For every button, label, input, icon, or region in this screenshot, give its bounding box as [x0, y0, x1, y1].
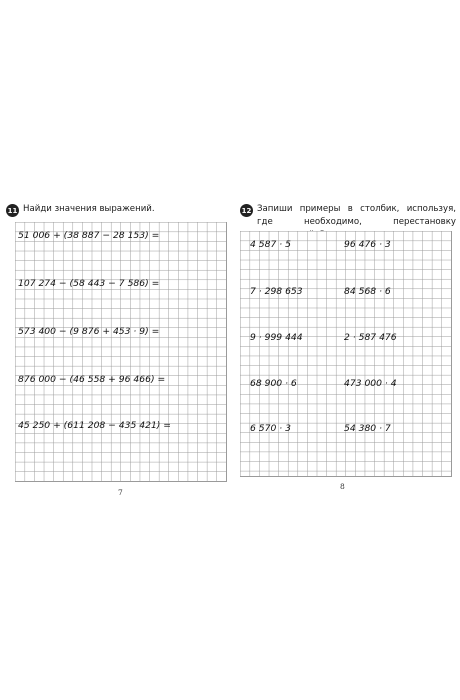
- page-number: 7: [118, 488, 123, 497]
- expression-2: 107 274 − (58 443 − 7 586) =: [18, 278, 160, 289]
- grid-workspace[interactable]: [15, 222, 227, 482]
- expression-4: 876 000 − (46 558 + 96 466) =: [18, 374, 166, 385]
- example-col1-3: 9 · 999 444: [250, 332, 303, 343]
- example-col2-3: 2 · 587 476: [344, 332, 397, 343]
- example-col1-2: 7 · 298 653: [250, 286, 303, 297]
- example-col2-5: 54 380 · 7: [344, 423, 391, 434]
- task-number-badge: 11: [6, 204, 19, 217]
- right-page: [232, 0, 460, 700]
- grid-workspace[interactable]: [240, 231, 452, 477]
- example-col1-5: 6 570 · 3: [250, 423, 291, 434]
- task-instruction: Найди значения выражений.: [23, 204, 155, 214]
- task-instruction: Запиши примеры в столбик, используя, где необходимо, перестановку: [257, 204, 456, 227]
- expression-3: 573 400 − (9 876 + 453 · 9) =: [18, 326, 160, 337]
- task-11-header: [6, 203, 226, 217]
- example-col2-2: 84 568 · 6: [344, 286, 391, 297]
- page-number: 8: [340, 482, 345, 491]
- expression-1: 51 006 + (38 887 − 28 153) =: [18, 230, 160, 241]
- example-col1-4: 68 900 · 6: [250, 378, 297, 389]
- example-col1-1: 4 587 · 5: [250, 239, 291, 250]
- expression-5: 45 250 + (611 208 − 435 421) =: [18, 420, 171, 431]
- task-number-badge: 12: [240, 204, 253, 217]
- example-col2-4: 473 000 · 4: [344, 378, 397, 389]
- example-col2-1: 96 476 · 3: [344, 239, 391, 250]
